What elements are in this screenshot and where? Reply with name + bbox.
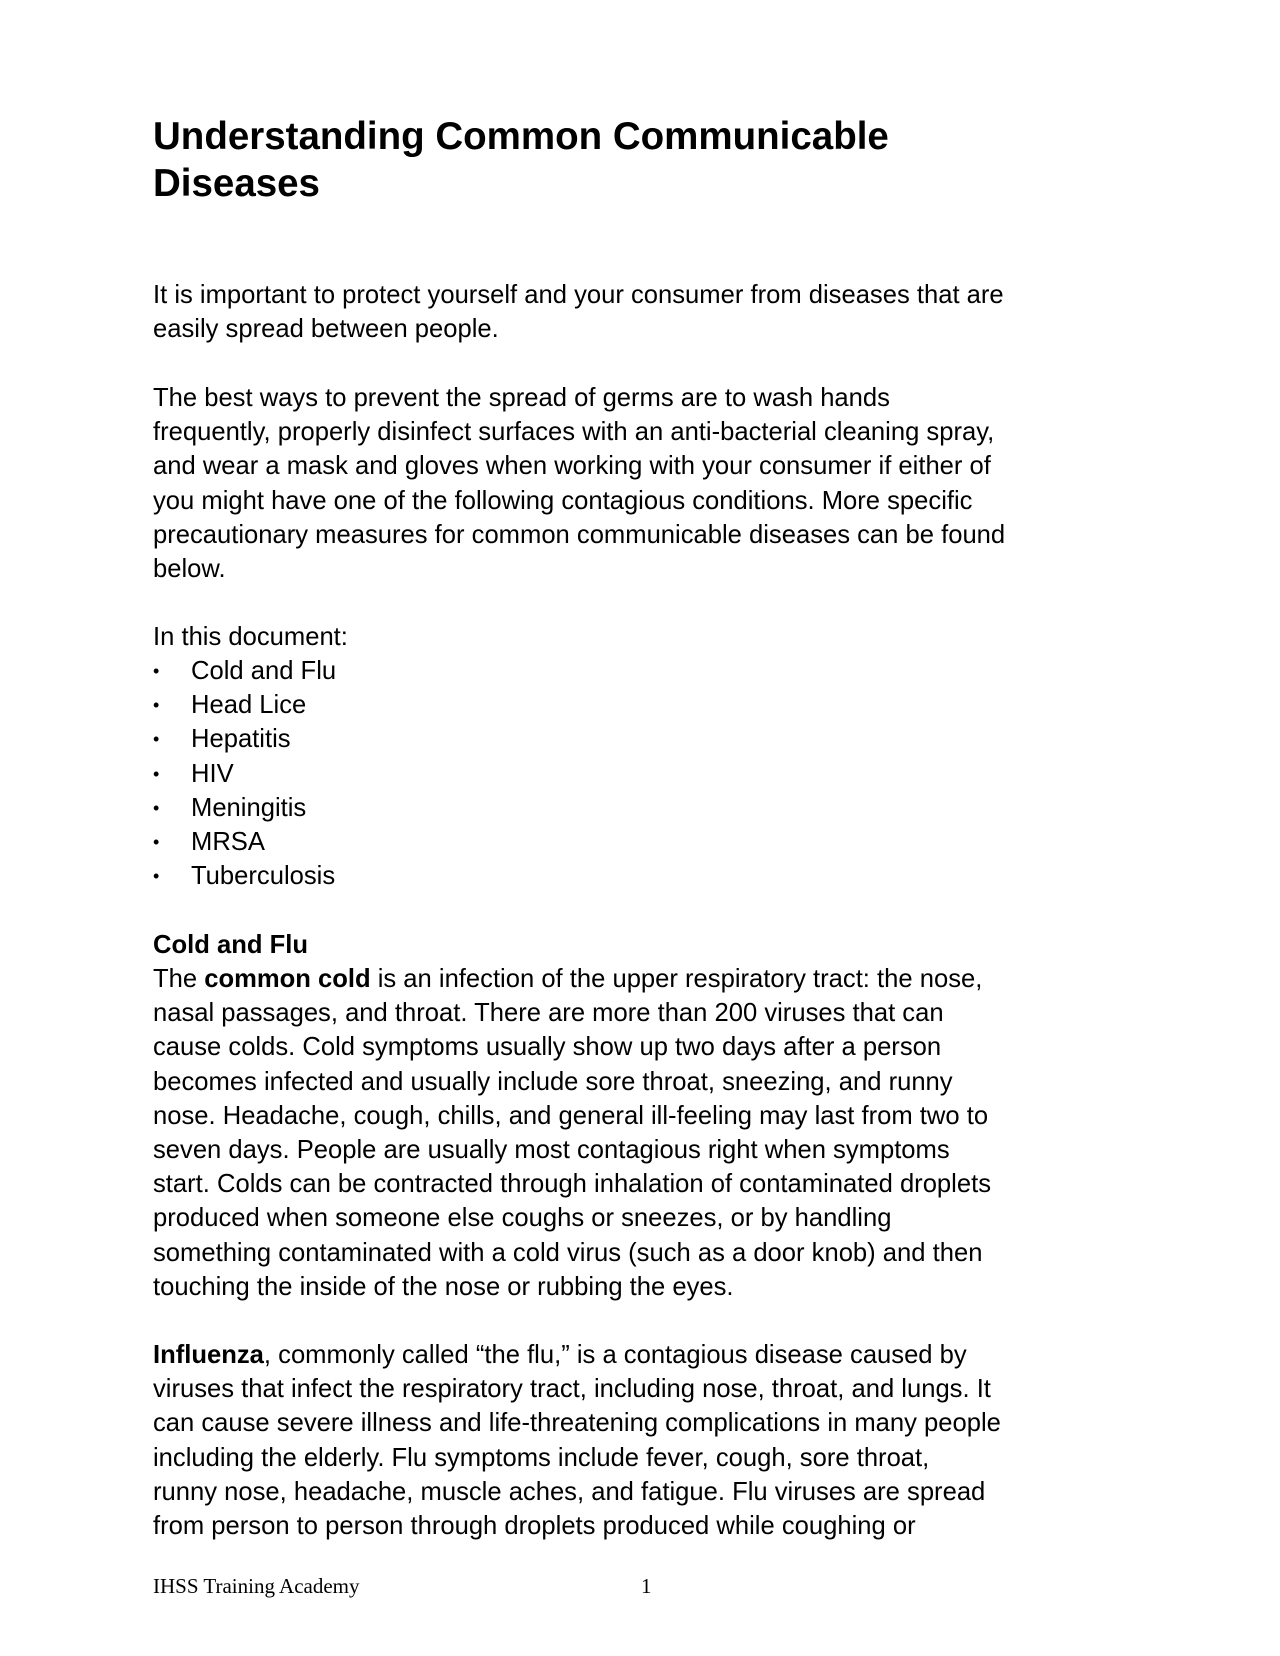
toc-item-label: HIV bbox=[191, 759, 234, 788]
text-line: seven days. People are usually most contagious right when symptoms bbox=[153, 1136, 950, 1165]
toc-item-label: Meningitis bbox=[191, 793, 307, 822]
text-line: nose. Headache, cough, chills, and general ill-feeling may last from two to bbox=[153, 1101, 989, 1130]
influenza-paragraph bbox=[153, 1338, 1153, 1543]
text-line: runny nose, headache, muscle aches, and fatigue. Flu viruses are spread bbox=[153, 1477, 986, 1506]
text-line: from person to person through droplets produced while coughing or bbox=[153, 1512, 916, 1541]
section-heading-cold-and-flu: Cold and Flu bbox=[153, 931, 308, 959]
text-run: , commonly called “the flu,” is a contagious disease caused by bbox=[263, 1341, 967, 1369]
intro-paragraph bbox=[153, 278, 1153, 346]
text-line: something contaminated with a cold virus (such as a door knob) and then bbox=[153, 1238, 983, 1267]
bullet-icon: • bbox=[153, 797, 160, 818]
toc-item bbox=[153, 654, 336, 688]
text-line: can cause severe illness and life-threatening complications in many people bbox=[153, 1409, 1001, 1438]
text-run: The bbox=[153, 965, 205, 993]
text-line bbox=[153, 1338, 1153, 1372]
toc-item bbox=[153, 859, 336, 893]
toc-item-label: Cold and Flu bbox=[191, 657, 337, 685]
title-line: Diseases bbox=[153, 162, 320, 205]
text-line: easily spread between people. bbox=[153, 315, 499, 344]
text-line: becomes infected and usually include sore throat, sneezing, and runny bbox=[153, 1067, 953, 1096]
bullet-icon: • bbox=[153, 866, 160, 887]
text-line: produced when someone else coughs or sneezes, or by handling bbox=[153, 1204, 892, 1233]
bullet-icon: • bbox=[153, 695, 160, 716]
toc-item bbox=[153, 825, 336, 859]
toc-item bbox=[153, 757, 336, 791]
toc-list bbox=[153, 654, 336, 893]
page-title bbox=[153, 113, 1143, 207]
toc-item bbox=[153, 688, 336, 722]
text-line: below. bbox=[153, 555, 226, 584]
text-line: cause colds. Cold symptoms usually show up two days after a person bbox=[153, 1033, 942, 1062]
page-number: 1 bbox=[641, 1574, 652, 1598]
bullet-icon: • bbox=[153, 763, 160, 784]
text-line: precautionary measures for common communicable diseases can be found bbox=[153, 520, 1006, 549]
prevention-paragraph bbox=[153, 381, 1153, 586]
toc-item-label: Hepatitis bbox=[191, 725, 291, 754]
title-line: Understanding Common Communicable bbox=[153, 115, 889, 158]
text-line: including the elderly. Flu symptoms include fever, cough, sore throat, bbox=[153, 1443, 930, 1472]
text-line: frequently, properly disinfect surfaces with an anti-bacterial cleaning spray, bbox=[153, 418, 995, 447]
text-line: The best ways to prevent the spread of germs are to wash hands bbox=[153, 384, 890, 412]
term-influenza: Influenza bbox=[153, 1341, 264, 1369]
text-run: is an infection of the upper respiratory tract: the nose, bbox=[370, 965, 983, 993]
text-line bbox=[153, 962, 1153, 996]
bullet-icon: • bbox=[153, 661, 160, 681]
term-common-cold: common cold bbox=[204, 965, 371, 993]
toc-item-label: Head Lice bbox=[191, 691, 307, 720]
text-line: and wear a mask and gloves when working with your consumer if either of bbox=[153, 452, 991, 481]
text-line: It is important to protect yourself and your consumer from diseases that are bbox=[153, 281, 1004, 309]
text-line: you might have one of the following contagious conditions. More specific bbox=[153, 486, 973, 515]
footer-organization: IHSS Training Academy bbox=[153, 1574, 360, 1598]
toc-item bbox=[153, 791, 336, 825]
common-cold-paragraph bbox=[153, 962, 1153, 1304]
bullet-icon: • bbox=[153, 729, 160, 750]
bullet-icon: • bbox=[153, 832, 160, 853]
text-line: nasal passages, and throat. There are more than 200 viruses that can bbox=[153, 999, 944, 1028]
text-line: viruses that infect the respiratory tract, including nose, throat, and lungs. It bbox=[153, 1375, 991, 1404]
toc-item-label: MRSA bbox=[191, 828, 265, 857]
text-line: start. Colds can be contracted through inhalation of contaminated droplets bbox=[153, 1170, 991, 1199]
text-line: touching the inside of the nose or rubbing the eyes. bbox=[153, 1272, 734, 1301]
toc-item bbox=[153, 722, 336, 756]
toc-label: In this document: bbox=[153, 623, 348, 651]
toc-item-label: Tuberculosis bbox=[191, 862, 336, 891]
